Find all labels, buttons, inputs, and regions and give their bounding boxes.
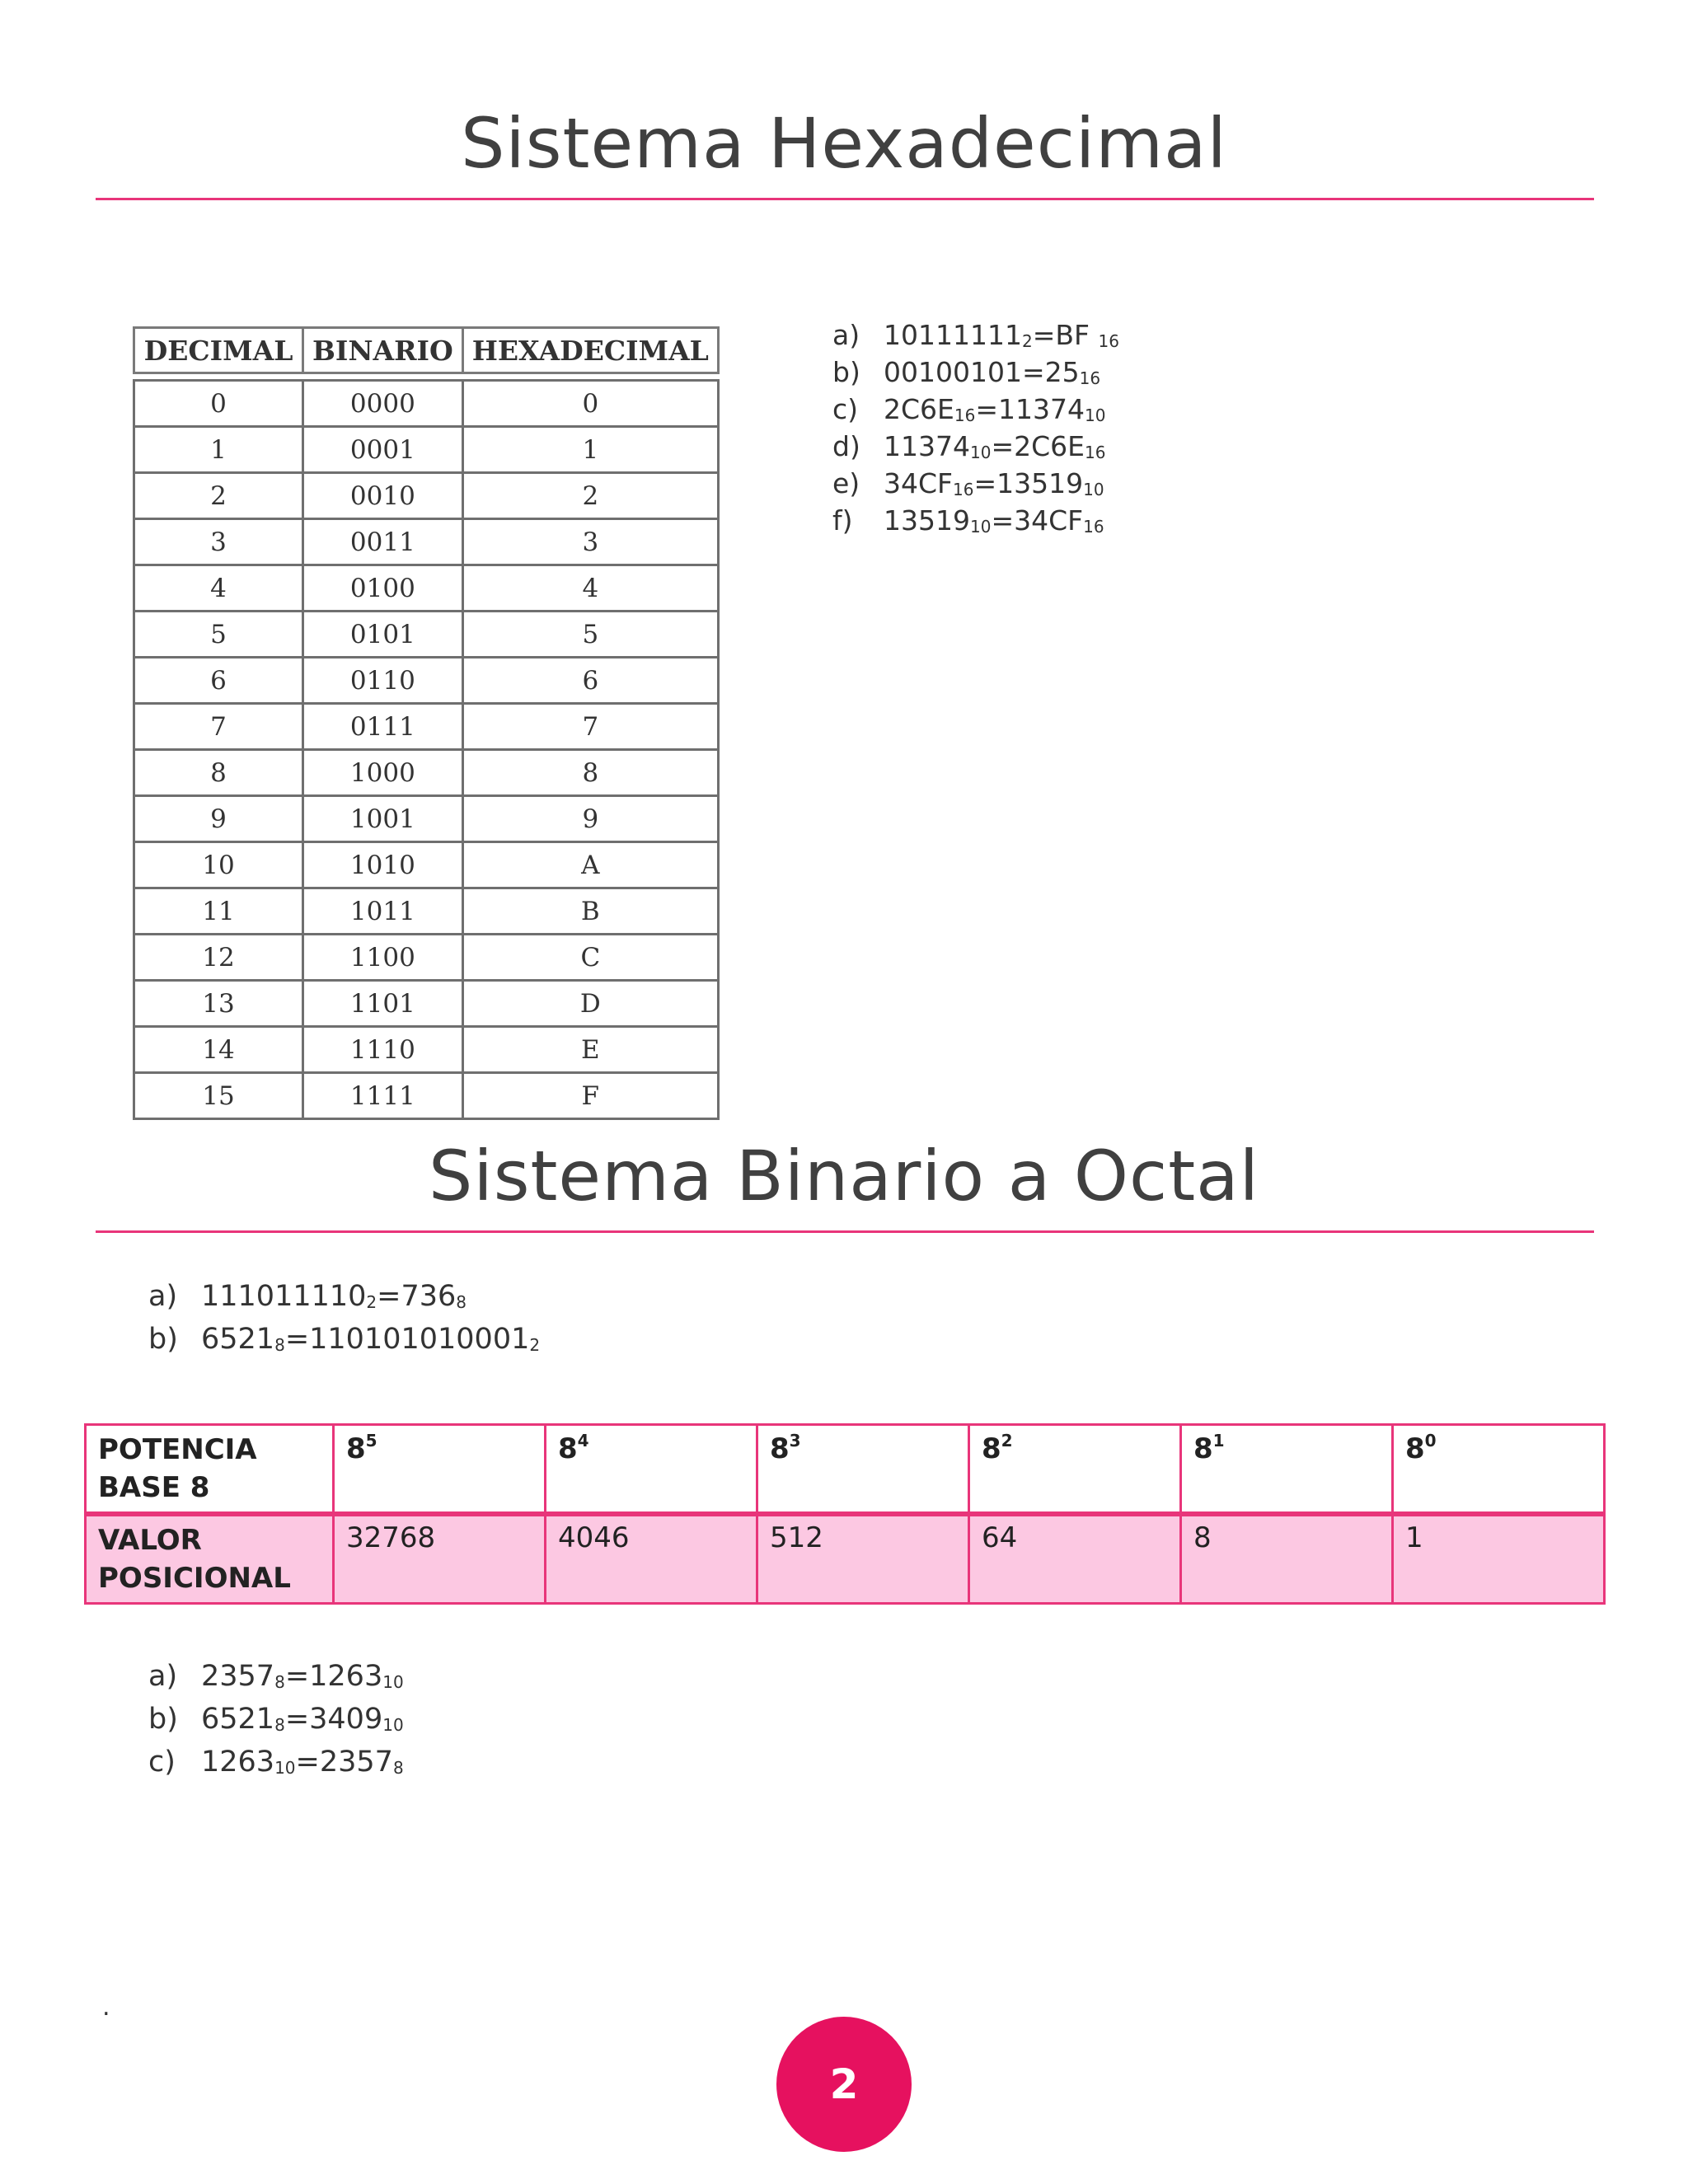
list-item-label: a) (148, 1280, 178, 1313)
binary-cell: 0111 (303, 704, 463, 750)
power-row (86, 1425, 1605, 1515)
list-item-label: d) (832, 430, 860, 462)
power-base: 8 (770, 1432, 790, 1465)
number-text: =110101010001 (284, 1323, 530, 1356)
binary-cell: 1010 (303, 842, 463, 888)
table-row (134, 473, 719, 519)
hex-cell: 3 (462, 519, 718, 565)
table-row (134, 658, 719, 704)
hex-section-title: Sistema Hexadecimal (461, 103, 1227, 184)
hex-cell: F (462, 1073, 718, 1119)
list-item (832, 502, 1119, 539)
decimal-cell: 2 (134, 473, 303, 519)
table-row (134, 842, 719, 888)
number-text: =11374 (975, 393, 1085, 425)
binary-cell: 0000 (303, 381, 463, 427)
table-row (134, 565, 719, 612)
number-text: 111011110 (201, 1280, 367, 1313)
hex-cell: A (462, 842, 718, 888)
decimal-cell: 8 (134, 750, 303, 796)
list-item-label: c) (148, 1746, 176, 1779)
hex-conversion-list (832, 316, 1119, 539)
decimal-cell: 14 (134, 1027, 303, 1073)
list-item-label: b) (832, 356, 860, 388)
number-text: 2357 (201, 1660, 275, 1693)
power-exponent: 2 (1001, 1431, 1013, 1451)
conversion-expression (201, 1698, 404, 1746)
positional-value-cell: 32768 (334, 1514, 546, 1604)
base-subscript: 16 (954, 405, 976, 425)
number-text: 00100101=25 (884, 356, 1080, 388)
binary-cell: 1111 (303, 1073, 463, 1119)
hex-table-body (134, 381, 719, 1119)
list-item (832, 428, 1119, 465)
number-text: 1263 (201, 1746, 275, 1779)
power-cell (1181, 1425, 1393, 1515)
binary-cell: 0100 (303, 565, 463, 612)
power-exponent: 0 (1424, 1431, 1437, 1451)
power-base: 8 (1193, 1432, 1213, 1465)
power-cell (757, 1425, 969, 1515)
base-subscript: 2 (1021, 331, 1033, 351)
decimal-cell: 12 (134, 935, 303, 981)
hex-cell: C (462, 935, 718, 981)
power-base: 8 (346, 1432, 366, 1465)
binary-cell: 0110 (303, 658, 463, 704)
base-subscript: 16 (1084, 443, 1106, 462)
base-subscript: 10 (382, 1672, 404, 1692)
decimal-cell: 3 (134, 519, 303, 565)
conversion-expression (201, 1275, 467, 1324)
column-header-binario: BINARIO (303, 328, 463, 373)
number-text: =3409 (284, 1703, 383, 1736)
number-text: 11374 (884, 430, 970, 462)
decimal-cell: 13 (134, 981, 303, 1027)
number-text: 10111111 (884, 319, 1022, 351)
base-subscript: 10 (1083, 480, 1104, 499)
positional-value-cell: 8 (1181, 1514, 1393, 1604)
list-item (148, 1275, 540, 1318)
conversion-expression (884, 502, 1104, 546)
power-base: 8 (558, 1432, 578, 1465)
power-cell (1393, 1425, 1605, 1515)
conversion-expression (201, 1655, 404, 1704)
base-subscript: 2 (529, 1335, 541, 1355)
number-text: =34CF (991, 504, 1084, 537)
number-text: =736 (377, 1280, 457, 1313)
base-subscript: 16 (1098, 331, 1119, 351)
hex-cell: 2 (462, 473, 718, 519)
list-item-label: e) (832, 467, 860, 499)
list-item-label: a) (832, 319, 860, 351)
decimal-cell: 9 (134, 796, 303, 842)
power-cell (969, 1425, 1181, 1515)
table-row (134, 1073, 719, 1119)
hex-cell: 7 (462, 704, 718, 750)
positional-value-cell: 1 (1393, 1514, 1605, 1604)
table-row (134, 935, 719, 981)
decimal-cell: 6 (134, 658, 303, 704)
list-item (148, 1655, 404, 1698)
base-subscript: 8 (274, 1715, 285, 1735)
base-subscript: 16 (1083, 517, 1104, 537)
number-text: 6521 (201, 1323, 275, 1356)
decimal-cell: 5 (134, 612, 303, 658)
table-row (134, 519, 719, 565)
base-subscript: 10 (969, 443, 992, 462)
binary-cell: 0011 (303, 519, 463, 565)
column-header-hexadecimal: HEXADECIMAL (462, 328, 718, 373)
power-cell (546, 1425, 757, 1515)
table-row (134, 704, 719, 750)
table-row (134, 888, 719, 935)
base-subscript: 2 (366, 1292, 377, 1312)
number-text: 13519 (884, 504, 970, 537)
power-exponent: 1 (1212, 1431, 1225, 1451)
list-item-label: c) (832, 393, 859, 425)
list-item-label: a) (148, 1660, 178, 1693)
decimal-cell: 4 (134, 565, 303, 612)
table-row (134, 796, 719, 842)
list-item (148, 1741, 404, 1783)
decimal-cell: 10 (134, 842, 303, 888)
base-subscript: 8 (274, 1672, 285, 1692)
hex-cell: 9 (462, 796, 718, 842)
hex-table-header-row (134, 328, 719, 373)
power-exponent: 5 (365, 1431, 377, 1451)
binary-cell: 0101 (303, 612, 463, 658)
number-text: 2C6E (884, 393, 954, 425)
list-item (148, 1698, 404, 1741)
list-item (832, 465, 1119, 502)
table-row (134, 612, 719, 658)
table-row (134, 1027, 719, 1073)
table-row (134, 381, 719, 427)
power-base: 8 (1405, 1432, 1425, 1465)
number-text: =2357 (295, 1746, 393, 1779)
table-row (134, 981, 719, 1027)
header-gap (134, 373, 719, 381)
binary-cell: 1001 (303, 796, 463, 842)
octal-section-title: Sistema Binario a Octal (429, 1136, 1259, 1216)
hex-cell: E (462, 1027, 718, 1073)
positional-value-row (86, 1514, 1605, 1604)
positional-value-table (84, 1423, 1606, 1605)
number-text: =13519 (973, 467, 1084, 499)
list-item (832, 354, 1119, 391)
base-subscript: 10 (969, 517, 992, 537)
power-base: 8 (982, 1432, 1001, 1465)
base-subscript: 10 (382, 1715, 404, 1735)
base-subscript: 8 (274, 1335, 285, 1355)
table-row (134, 427, 719, 473)
positional-value-cell: 512 (757, 1514, 969, 1604)
base-subscript: 8 (392, 1758, 404, 1778)
positional-value-cell: 64 (969, 1514, 1181, 1604)
base-subscript: 16 (953, 480, 974, 499)
stray-dot: . (102, 1993, 110, 2022)
base-subscript: 16 (1079, 368, 1101, 388)
hex-cell: B (462, 888, 718, 935)
number-text: 6521 (201, 1703, 275, 1736)
power-row-label (86, 1425, 334, 1515)
number-text: =1263 (284, 1660, 383, 1693)
octal-decimal-conversion-list (148, 1655, 404, 1783)
decimal-cell: 11 (134, 888, 303, 935)
value-row-label-line1: VALOR (98, 1524, 202, 1557)
decimal-cell: 7 (134, 704, 303, 750)
hex-cell: 1 (462, 427, 718, 473)
decimal-cell: 1 (134, 427, 303, 473)
hex-cell: 5 (462, 612, 718, 658)
binary-cell: 0001 (303, 427, 463, 473)
list-item-label: b) (148, 1703, 178, 1736)
table-row (134, 750, 719, 796)
power-exponent: 4 (577, 1431, 589, 1451)
hex-cell: 8 (462, 750, 718, 796)
hex-cell: D (462, 981, 718, 1027)
binary-cell: 1100 (303, 935, 463, 981)
list-item-label: f) (832, 504, 853, 537)
number-text: =BF (1032, 319, 1099, 351)
conversion-expression (201, 1318, 540, 1366)
value-row-label (86, 1514, 334, 1604)
power-row-label-line1: POTENCIA (98, 1433, 257, 1466)
hex-cell: 6 (462, 658, 718, 704)
power-row-label-line2: BASE 8 (98, 1471, 210, 1504)
decimal-cell: 15 (134, 1073, 303, 1119)
list-item-label: b) (148, 1323, 178, 1356)
hex-conversion-table (133, 326, 720, 1120)
base-subscript: 10 (1084, 405, 1106, 425)
decimal-cell: 0 (134, 381, 303, 427)
value-row-label-line2: POSICIONAL (98, 1562, 291, 1595)
binary-cell: 1110 (303, 1027, 463, 1073)
octal-conversion-list (148, 1275, 540, 1361)
positional-value-cell: 4046 (546, 1514, 757, 1604)
binary-cell: 1000 (303, 750, 463, 796)
number-text: =2C6E (991, 430, 1085, 462)
hex-cell: 4 (462, 565, 718, 612)
power-cell (334, 1425, 546, 1515)
list-item (832, 316, 1119, 354)
column-header-decimal: DECIMAL (134, 328, 303, 373)
number-text: 34CF (884, 467, 954, 499)
list-item (148, 1318, 540, 1361)
power-exponent: 3 (789, 1431, 801, 1451)
conversion-expression (201, 1741, 404, 1789)
binary-cell: 0010 (303, 473, 463, 519)
octal-title-divider (96, 1230, 1594, 1233)
base-subscript: 10 (274, 1758, 296, 1778)
base-subscript: 8 (456, 1292, 467, 1312)
hex-cell: 0 (462, 381, 718, 427)
page-number-badge: 2 (776, 2017, 912, 2152)
list-item (832, 391, 1119, 428)
binary-cell: 1011 (303, 888, 463, 935)
binary-cell: 1101 (303, 981, 463, 1027)
hex-title-divider (96, 198, 1594, 200)
